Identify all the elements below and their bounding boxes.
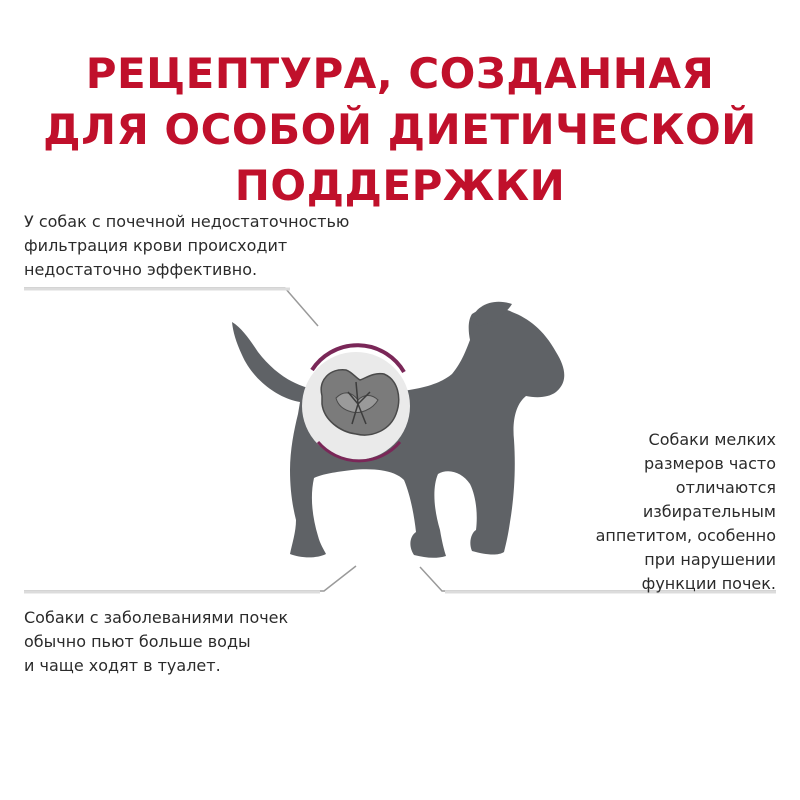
callout-appetite-line-2: размеров часто — [643, 454, 776, 473]
callout-appetite — [560, 428, 776, 596]
kidney-icon — [321, 370, 398, 435]
callout-water-line-1: Собаки с заболеваниями почек — [24, 608, 289, 627]
leader-line-water — [24, 566, 356, 591]
callout-water-line-3: и чаще ходят в туалет. — [24, 656, 221, 675]
callout-filtration-line-1: У собак с почечной недостаточностью — [24, 212, 350, 231]
kidney-callout — [302, 345, 410, 461]
callout-appetite-line-7: функции почек. — [641, 574, 776, 593]
callout-filtration — [24, 210, 349, 282]
headline-line-3: ПОДДЕРЖКИ — [234, 161, 566, 211]
callout-appetite-line-4: избирательным — [642, 502, 776, 521]
callout-filtration-line-3: недостаточно эффективно. — [24, 260, 258, 279]
callout-filtration-line-2: фильтрация крови происходит — [24, 236, 288, 255]
callout-water — [24, 606, 288, 678]
dog-silhouette-icon — [232, 302, 564, 558]
headline — [40, 46, 760, 214]
callout-appetite-line-6: при нарушении — [644, 550, 776, 569]
leader-line-filtration — [24, 288, 318, 326]
callout-water-line-2: обычно пьют больше воды — [24, 632, 251, 651]
callout-appetite-line-1: Собаки мелких — [648, 430, 776, 449]
callout-appetite-line-3: отличаются — [675, 478, 776, 497]
callout-appetite-line-5: аппетитом, особенно — [595, 526, 776, 545]
headline-line-1: РЕЦЕПТУРА, СОЗДАННАЯ — [85, 49, 715, 99]
headline-line-2: ДЛЯ ОСОБОЙ ДИЕТИЧЕСКОЙ — [43, 105, 757, 155]
